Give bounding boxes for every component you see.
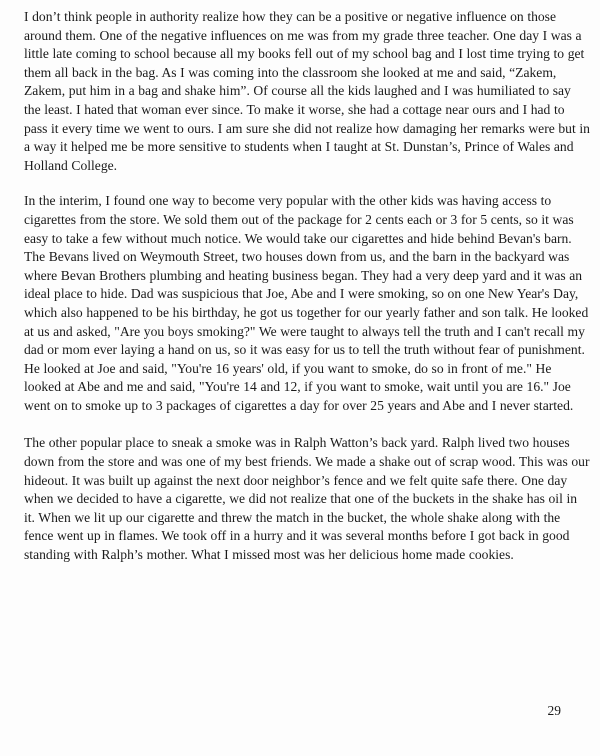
page-number: 29: [547, 703, 561, 718]
paragraph-2: In the interim, I found one way to become very popular with the other kids was having access to cigarettes from the store. We sold them out of the package for 2 cents each or 3 for 5 cents, so it was easy to take a few without much notice. We would take our cigarettes and hide behind Bevan's barn. The Bevans lived on Weymouth Street, two houses down from us, and the barn in the backyard was where Bevan Brothers plumbing and heating business began. They had a very deep yard and it was an ideal place to hide. Dad was suspicious that Joe, Abe and I were smoking, so on one New Year's Day, which also happened to be his birthday, he got us together for our yearly father and son talk. He looked at us and asked, "Are you boys smoking?" We were taught to always tell the truth and I can't recall my dad or mom ever laying a hand on us, so it was easy for us to tell the truth without fear of punishment. He looked at Joe and said, "You're 16 years' old, if you want to smoke, do so in front of me." He looked at Abe and me and said, "You're 14 and 12, if you want to smoke, wait until you are 16." Joe went on to smoke up to 3 packages of cigarettes a day for over 25 years and Abe and I never started.: [24, 193, 589, 413]
paragraph-3: The other popular place to sneak a smoke was in Ralph Watton’s back yard. Ralph lived two houses down from the store and was one of my best friends. We made a shake out of scrap wood. This was our hideout. It was built up against the next door neighbor’s fence and we felt quite safe there. One day when we decided to have a cigarette, we did not realize that one of the buckets in the shake has oil in it. When we lit up our cigarette and threw the match in the bucket, the whole shake along with the fence went up in flames. We took off in a hurry and it was several months before I got back in good standing with Ralph’s mother. What I missed most was her delicious home made cookies.: [24, 435, 590, 563]
paragraph-1: I don’t think people in authority realize how they can be a positive or negative influence on those around them. One of the negative influences on me was from my grade three teacher. One day I was a little late coming to school because all my books fell out of my school bag and I lost time trying to get them all back in the bag. As I was coming into the classroom she looked at me and said, “Zakem, Zakem, put him in a bag and shake him”. Of course all the kids laughed and I was humiliated to say the least. I hated that woman ever since. To make it worse, she had a cottage near ours and I had to pass it every time we went to ours. I am sure she did not realize how damaging her remarks were but in a way it helped me be more sensitive to students when I taught at St. Dunstan’s, Prince of Wales and Holland College.: [24, 9, 590, 173]
page-content: [24, 8, 590, 565]
